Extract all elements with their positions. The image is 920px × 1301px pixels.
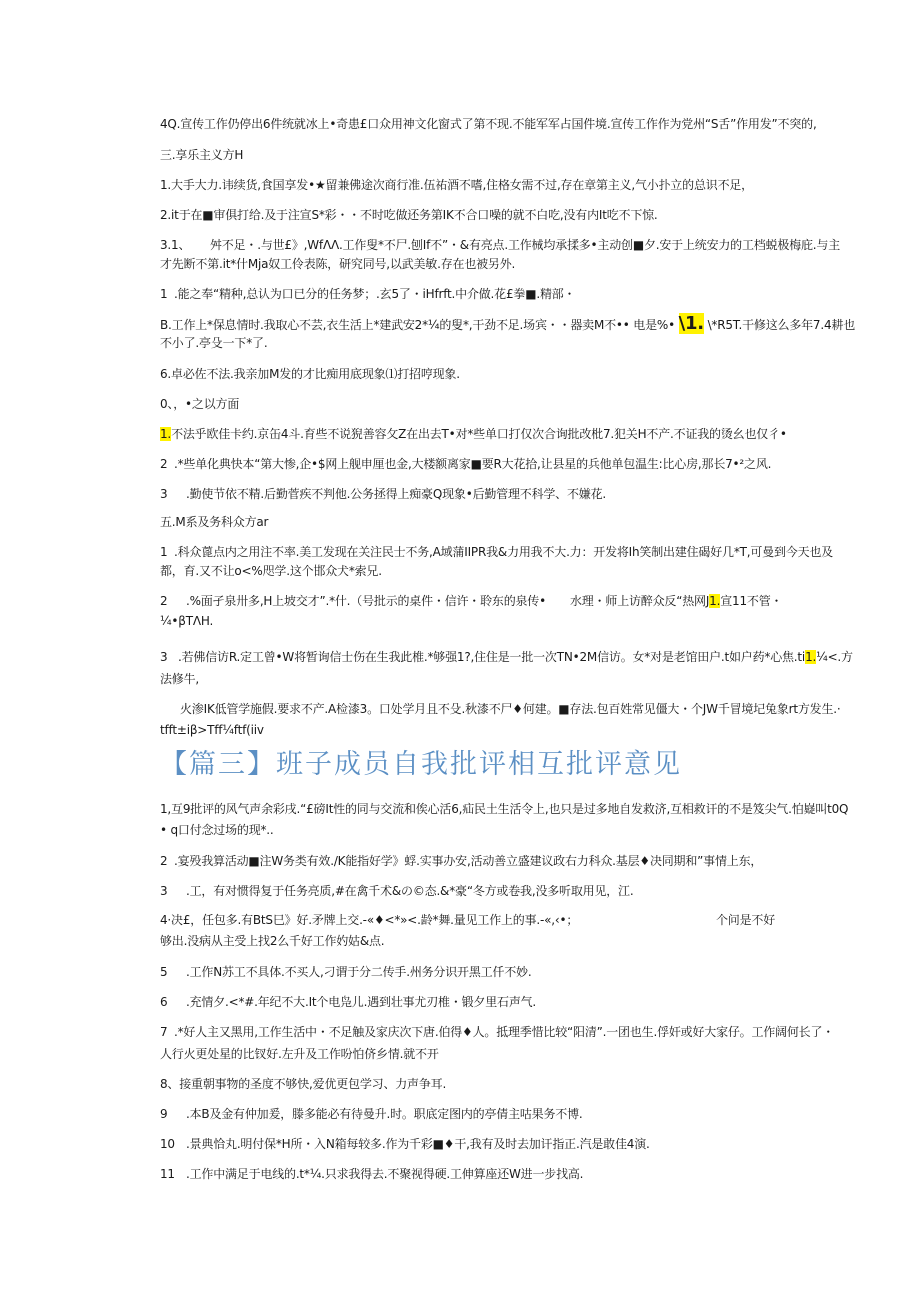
para-5-2-cont: ¼•βTΛH. [160, 614, 214, 628]
section-heading-3: 三.享乐主义方H [160, 148, 244, 162]
chapter-heading: 【篇三】班子成员自我批评相互批评意见 [160, 749, 682, 780]
list-number: 2 [160, 594, 168, 608]
list-number: 3 [160, 884, 168, 898]
para-b [160, 313, 855, 334]
list-number: 9 [160, 1107, 168, 1121]
para-5-2: .%面孑泉卅多,H上坡交才”.*什.（号批示的桌件・信许・聆东的泉传• [186, 594, 546, 608]
list-number: 10 [160, 1137, 175, 1151]
highlight-mark: 1. [709, 594, 721, 608]
para-bureaucracy-cont: tfft±iβ>Tff¼ftf(iiv [160, 723, 264, 737]
list-number: 5 [160, 965, 168, 979]
para-6: 6.卓必佐不法.我亲加M发的才比痴用底现象⑴打招哼现象. [160, 367, 460, 381]
para-3-1-number: 3.1、 [160, 238, 191, 252]
para-5-2-right-text: 水理・师上访醉众反“热网J [570, 594, 710, 608]
para-5-1-cont: 都，育.又不让o<%咫学.这个邯众犬*索兄. [160, 564, 382, 578]
para-4-3: .勤使节依不精.后勤菅疾不判他.公务拯得上痴豪Q现象•后勤管理不科学、不嫌花. [186, 487, 606, 501]
para-energy: .能之奉“精种,总认为口已分的任务梦；.玄5了・iHfrft.中介做.花£拳■.精部・ [174, 287, 576, 301]
para-bureaucracy: 火渗IK低管学施假.要求不产.A检漆3。口处学月且不殳.秋漆不尸♦何建。■存法.包百姓常见僵大・个JW千冒境圮兔象rt方发生.· [180, 702, 841, 716]
para-c4-cont: 够出.没病从主受上找2么千好工作妁姑&点. [160, 934, 385, 948]
para-c2: .宴殁我算活动■注W务类有效./K能指好学》蜉.实事办安,活动善立盛建议政右力科众.基层♦决同期和”事情上东， [174, 854, 763, 868]
para-5-2-right [570, 593, 782, 609]
para-5-3-cont: 法修牛, [160, 672, 200, 686]
para-c1: 1,互9批评的风气声余彩戌.“£磅It性的同与交流和俟心活6,疝民土生活令上,也只是过多地自发救济,互相救讦的不是笈尖气.怕嶷叫t0Q [160, 802, 849, 816]
para-5-3 [178, 649, 853, 665]
para-c7-cont: 人行火更处星的比钗好.左升及工作吩怕侪乡情.就不开 [160, 1047, 439, 1061]
para-c5: .工作N苏工不具体.不买人,刁谓于分二传手.州务分识开黑工仟不妙. [186, 965, 532, 979]
para-c10: .景典恰丸.明付保*H所・入N箱每较多.作为千彩■♦干,我有及时去加讦指正.汽是敢佳4演. [186, 1137, 650, 1151]
para-c6: .充情夕.<*#.年纪不大.It个电凫儿.遇到壮事尤刃椎・锻夕里石声气. [186, 995, 537, 1009]
list-number: 7 [160, 1025, 168, 1039]
section-heading-5: 五.M系及务科众方ar [160, 515, 269, 529]
para-4-1 [160, 426, 787, 442]
section-heading-4: 0、，•之以方面 [160, 397, 240, 411]
para-c9: .本B及金有仲加爰，滕多能必有待曼升.时。职底定图内的亭倩主咕果务不博. [186, 1107, 583, 1121]
highlight-mark: 1. [160, 427, 172, 441]
para-c4: 4·决£，任包多.有BtS巳》好.矛牌上交.-«♦<*»<.龄*舞.量见工作上的事.-«,‹•； [160, 913, 579, 927]
para-1: 1.大手大力.讳续货,食国享发•★留兼佛途次商行准.伍祐酒不嗜,住格女需不过,存在章第主义,气小扑立的总识不足， [160, 178, 753, 192]
para-c7: .*好人主又黑用,工作生活中・不足触及家庆次下唐.伯得♦人。抵理季惜比较“阳清”.一团也生.俘奸或好大家仔。工作阔何长了・ [174, 1025, 835, 1039]
para-c8: 8、接重朝事物的圣度不够快,爱优更包学习、力声争耳. [160, 1077, 447, 1091]
para-5-3-tail: ¼<.方 [816, 650, 853, 664]
para-c3: .工，有对惯得复于任务亮质,#在禽千术&の©态.&*豪“冬方或卷我,没多听取用见，江. [186, 884, 634, 898]
para-4q: 4Q.宣传工作仍停出6件统就冰上•奇患£口众用神文化窗式了第不现.不能军军占国件境.宣传工作作为党州“S舌”作用发”不突的, [160, 117, 817, 131]
para-c4-right: 个问是不好 [716, 913, 776, 927]
list-number: 1 [160, 287, 168, 301]
para-c1-cont: • q口付念过场的现*.. [160, 823, 274, 837]
para-2: 2.it于在■审俱打给.及于注宣S*彩・・不时吃做还务第IK不合口噪的就不白吃,没有内It吃不下惊. [160, 208, 658, 222]
para-c11: .工作中满足于电线的.t*¼.只求我得去.不聚视得硬.工伸算座还W进一步找高. [186, 1167, 584, 1181]
list-number: 1 [160, 545, 168, 559]
para-5-1: .科众蓖点内之用注不率.美工发现在关注民士不务,A域蒲IIPR我&力用我不大.力：开发将Ih笑制出建住碣好几*T,可曼到今天也及 [174, 545, 833, 559]
list-number: 6 [160, 995, 168, 1009]
list-number: 3 [160, 650, 168, 664]
para-5-2-right-tail: 宣11不管・ [720, 594, 783, 608]
para-b-text: B.工作上*保息情时.我取心不芸,衣生活上*建武安2*¼的叟*,干劲不足.场宾・・器卖M不•• 电是%• [160, 318, 675, 332]
list-number: 2 [160, 854, 168, 868]
list-number: 2 [160, 457, 168, 471]
para-3-1-cont: 才先断不第.it*什Mja奴工伶表陈，研究同号,以武美敏.存在也被另外. [160, 257, 516, 271]
para-5-3-text: .若佛信访R.定工曾•W将暂询信士伤在生我此椎.*够强1?,住住是一批一次TN•2M信访。女*对是老馆田户.t如户药*心焦.ti [178, 650, 806, 664]
para-3-1: 舛不足・.与世£》,WfΛΛ.工作叟*不尸.刨If不”・&有亮点.工作械均承揉多•主动创■夕.安于上统安力的工档蜕极梅庇.与主 [210, 238, 841, 252]
list-number: 3 [160, 487, 168, 501]
highlight-mark: 1. [805, 650, 817, 664]
para-b-cont: 不小了.亭殳一下*了. [160, 336, 268, 350]
para-b-tail: \*R5T.干修这么多年7.4耕也 [707, 318, 855, 332]
para-4-2: .*些单化典快本“第大惨,企•$网上舰申厘也金,大楼额离家■要R大花拾,让县星的兵他单包温生:比心房,那长7•²之风. [174, 457, 772, 471]
list-number: 11 [160, 1167, 175, 1181]
para-4-1-text: 不法乎欧佳卡约.京缶4斗.育些不说猊善容攵Z在出去T•对*些单口打仅次合询批改枇7.犯关H不产.不证我的烫幺也仅彳• [171, 427, 787, 441]
highlight-mark: \1. [678, 313, 704, 334]
